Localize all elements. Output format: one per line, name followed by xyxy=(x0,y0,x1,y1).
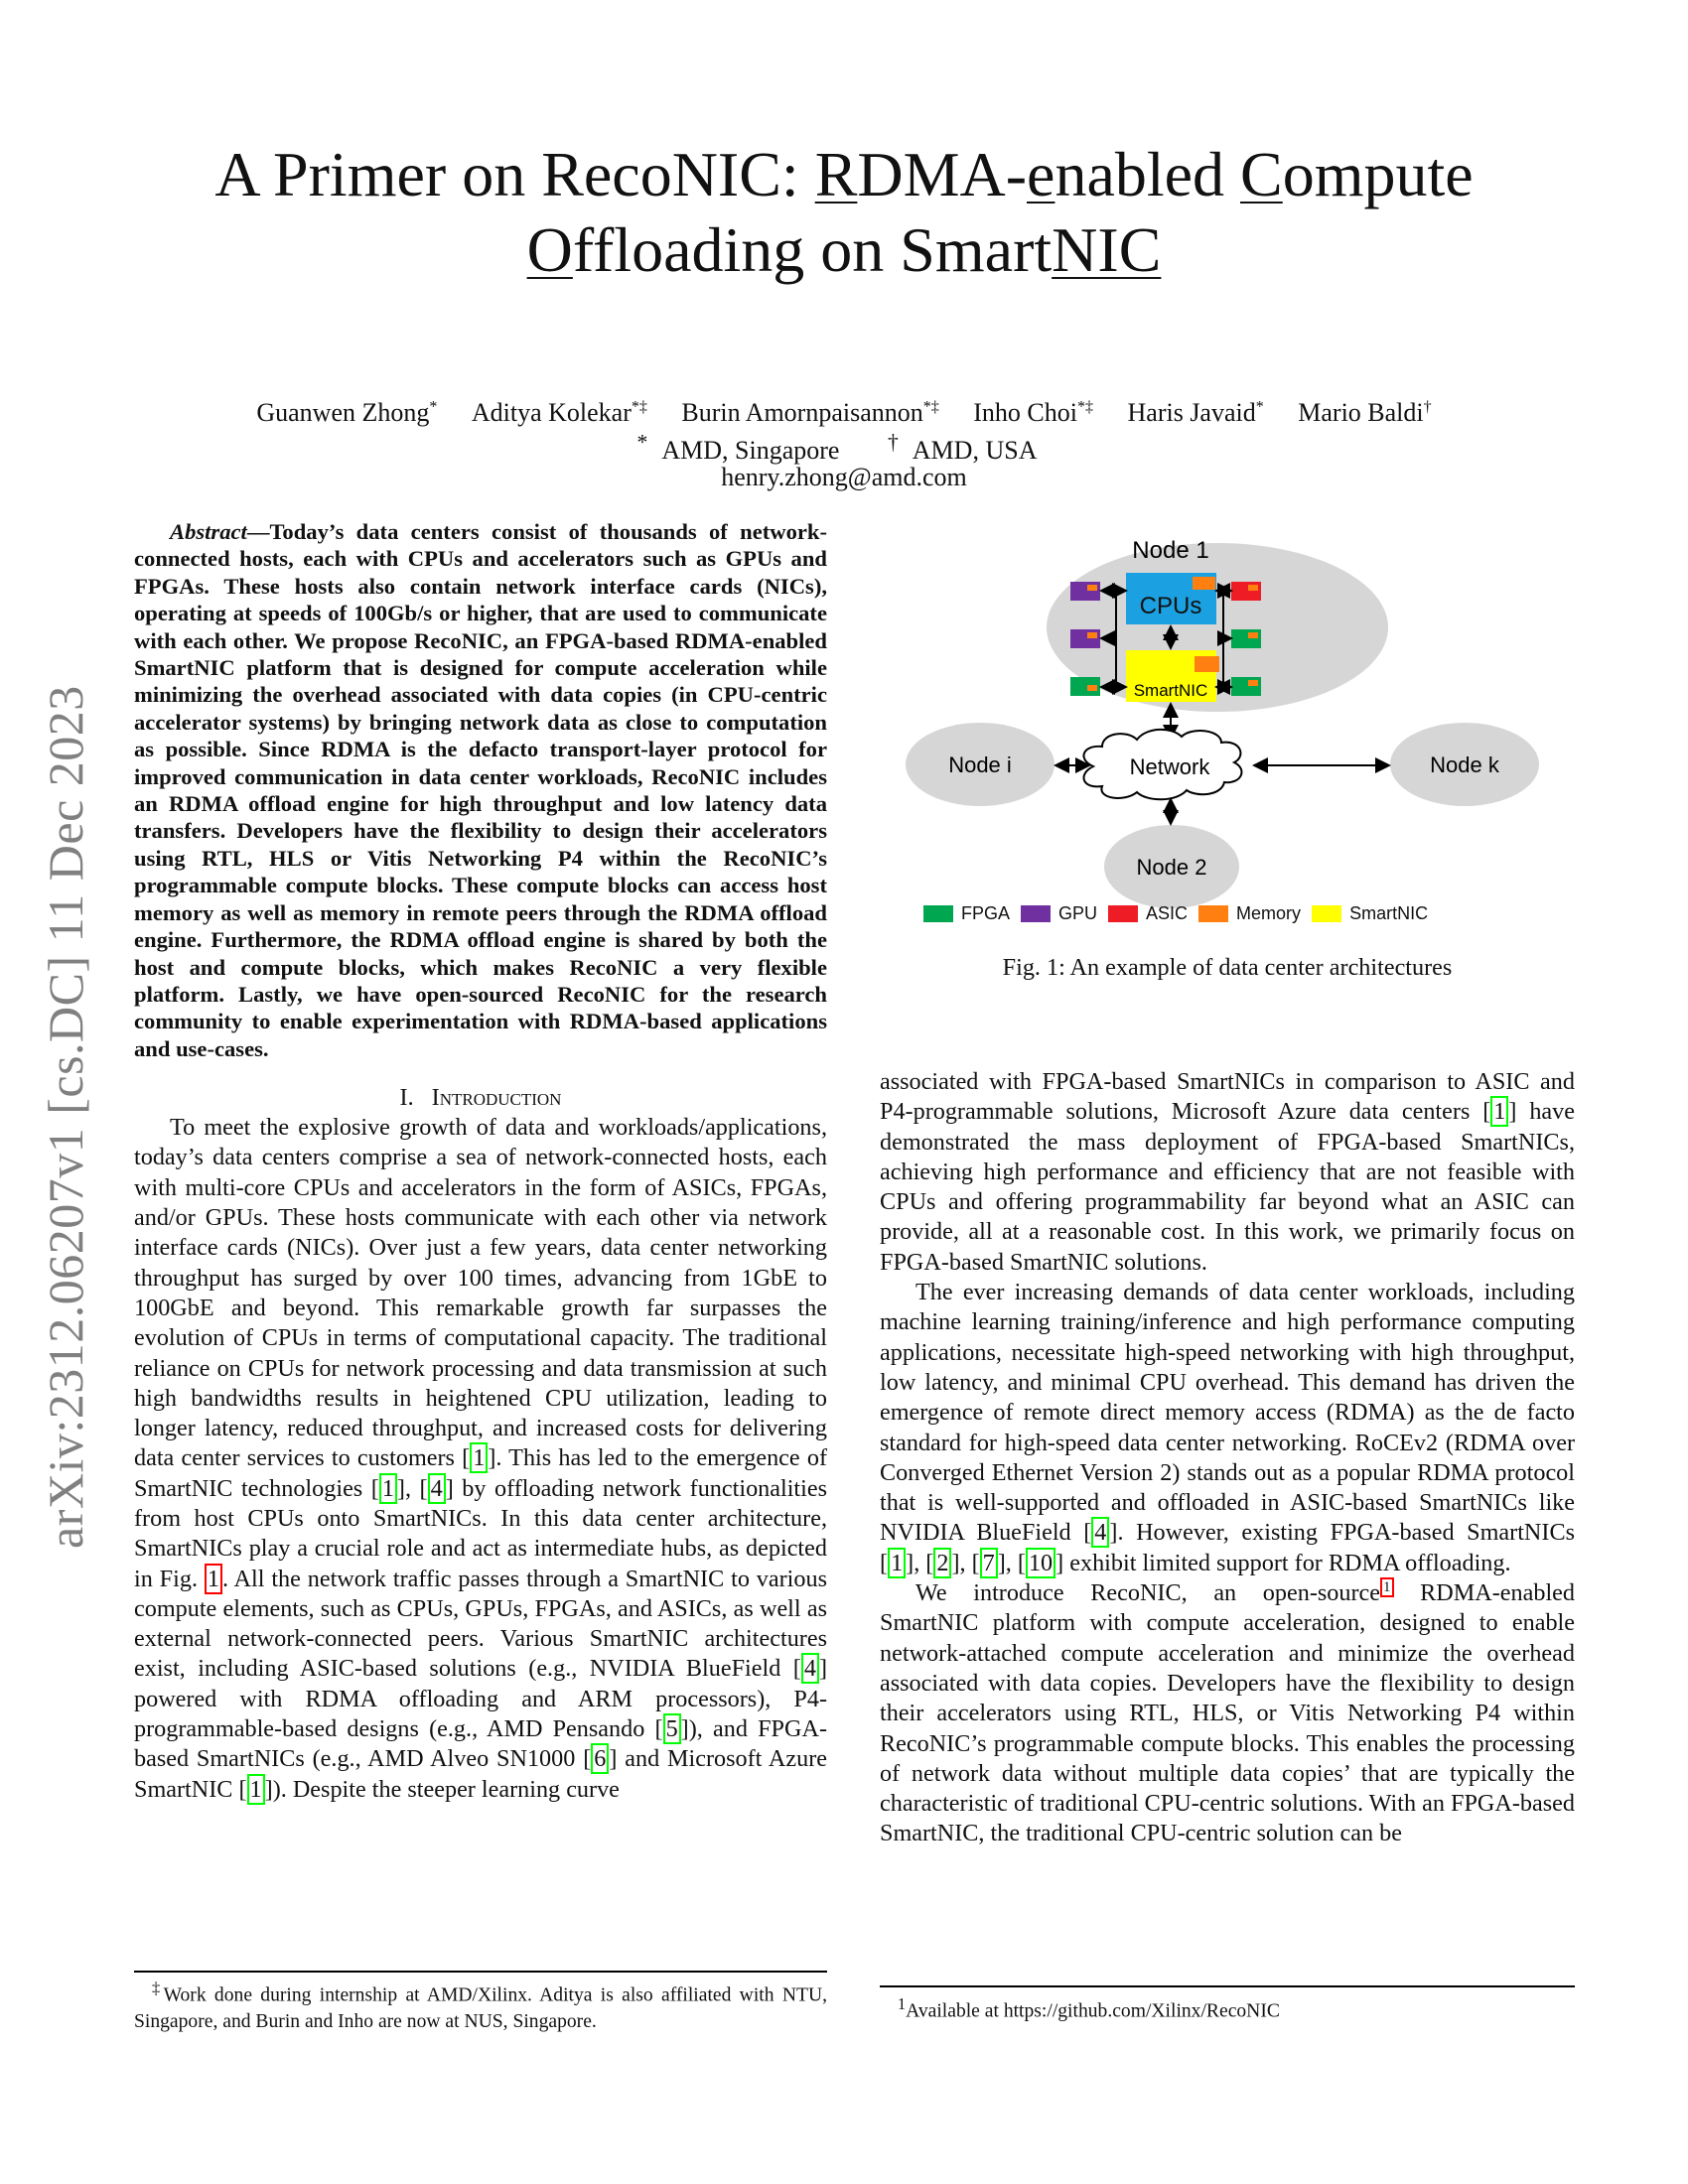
legend-item-asic: ASIC xyxy=(1108,903,1188,924)
figure-legend xyxy=(923,903,1439,924)
arxiv-stamp: arXiv:2312.06207v1 [cs.DC] 11 Dec 2023 xyxy=(38,685,93,1549)
author: Guanwen Zhong* xyxy=(256,397,438,427)
asic-swatch-icon xyxy=(1108,905,1138,922)
title-line-1: A Primer on RecoNIC: RDMA-enabled Compute xyxy=(214,139,1474,209)
author: Haris Javaid* xyxy=(1127,397,1264,427)
network-label: Network xyxy=(1129,754,1210,779)
citation-link[interactable]: 6 xyxy=(591,1743,609,1774)
intro-paragraph-1: To meet the explosive growth of data and workloads/applications, today’s data centers comprise a sea of network-connected hosts, each with multi-core CPUs and accelerators in the form of ASICs, FPGAs, and/or GPUs. These hosts communicate with each other via network interface cards (NICs). Over just a few years, data center networking throughput has surged by over 100 times, advancing from 1GbE to 100GbE and beyond. This remarkable growth far surpasses the evolution of CPUs in terms of computational capacity. The traditional reliance on CPUs for network processing and data transmission at such high bandwidths results in heightened CPU utilization, leading to longer latency, reduced throughput, and increased costs for delivering data center services to customers [ 1 ]. This has led to the emergence of SmartNIC technologies [ 1 ], [ 4 ] by offloading network functionalities from host CPUs onto SmartNICs. In this data center architecture, SmartNICs play a crucial role and act as intermediate hubs, as depicted in Fig. 1 . All the network traffic passes through a SmartNIC to various compute elements, such as CPUs, GPUs, FPGAs, and ASICs, as well as external network-connected peers. Various SmartNIC architectures exist, including ASIC-based solutions (e.g., NVIDIA BlueField [ 4 ] powered with RDMA offloading and ARM processors), P4-programmable-based designs (e.g., AMD Pensando [ 5 ]), and FPGA-based SmartNICs (e.g., AMD Alveo SN1000 [ 6 ] and Microsoft Azure SmartNIC [ 1 ]). Despite the steeper learning curve xyxy=(134,1114,828,1803)
citation-link[interactable]: 7 xyxy=(980,1548,998,1578)
footnote-ref-link[interactable]: 1 xyxy=(1380,1577,1394,1597)
memory-swatch-icon xyxy=(1198,905,1228,922)
legend-item-memory: Memory xyxy=(1198,903,1301,924)
footnote-right: $^1$Available at https://github.com/Xilinx/RecoNIC xyxy=(898,1994,1280,2022)
legend-item-fpga: FPGA xyxy=(923,903,1010,924)
figure-caption: Fig. 1: An example of data center architectures xyxy=(1002,954,1453,981)
legend-item-gpu: GPU xyxy=(1021,903,1097,924)
author-list xyxy=(0,389,1688,430)
right-column xyxy=(880,1067,1575,1849)
footnote-left: ‡Work done during internship at AMD/Xilinx. Aditya is also affiliated with NTU, Singapore, and Burin and Inho are now at NUS, Singapore. xyxy=(134,1979,827,2032)
left-column xyxy=(134,518,827,1805)
node-i-label: Node i xyxy=(948,752,1012,777)
contact-email: henry.zhong@amd.com xyxy=(721,463,967,491)
intro-paragraph-3: We introduce RecoNIC, an open-source $^1$ RDMA-enabled SmartNIC platform with compute acceleration, designed to enable network-attached compute acceleration and minimize the overhead associated with data copies. Developers have the flexibility to design their accelerators using RTL, HLS, or Vitis Networking P4 within RecoNIC’s programmable compute blocks. This enables the processing of network data without multiple data copies’ that are typically the characteristic of traditional CPU-centric solutions. With an FPGA-based SmartNIC, the traditional CPU-centric solution can be xyxy=(880,1578,1575,1847)
author: Aditya Kolekar*‡ xyxy=(471,397,647,427)
author: Mario Baldi† xyxy=(1298,397,1432,427)
figure-1 xyxy=(899,516,1554,953)
paper-title xyxy=(0,137,1688,288)
affiliation: † AMD, USA xyxy=(887,430,1038,465)
citation-link[interactable]: 1 xyxy=(247,1774,265,1805)
citation-link[interactable]: 1 xyxy=(888,1548,906,1578)
gpu-swatch-icon xyxy=(1021,905,1051,922)
affiliation: * AMD, Singapore xyxy=(636,430,840,465)
abstract: Abstract—Today’s data centers consist of thousands of network-connected hosts, each with CPUs and accelerators such as GPUs and FPGAs. These hosts also contain network interface cards (NICs), operating at speeds of 100Gb/s or higher, that are used to communicate with each other. We propose RecoNIC, an FPGA-based RDMA-enabled SmartNIC platform that is designed for compute acceleration while minimizing the overhead associated with data copies (in CPU-centric accelerator systems) by bringing network data as close to computation as possible. Since RDMA is the defacto transport-layer protocol for improved communication in data center workloads, RecoNIC includes an RDMA offload engine for high throughput and low latency data transfers. Developers have the flexibility to design their accelerators using RTL, HLS or Vitis Networking P4 within the RecoNIC’s programmable compute blocks. These compute blocks can access host memory as well as memory in remote peers through the RDMA offload engine. Furthermore, the RDMA offload engine is shared by both the host and compute blocks, which makes RecoNIC a very flexible platform. Lastly, we have open-sourced RecoNIC for the research community to enable experimentation with RDMA-based applications and use-cases. xyxy=(134,519,827,1061)
citation-link[interactable]: 1 xyxy=(470,1442,488,1473)
node-1-label: Node 1 xyxy=(1132,537,1209,564)
cpus-label: CPUs xyxy=(1139,593,1202,619)
footnote-divider xyxy=(880,1985,1575,1987)
footnote-divider xyxy=(134,1971,827,1973)
figure-ref-link[interactable]: 1 xyxy=(205,1564,222,1594)
legend-item-smartnic: SmartNIC xyxy=(1312,903,1428,924)
author: Burin Amornpaisannon*‡ xyxy=(681,397,939,427)
citation-link[interactable]: 5 xyxy=(663,1713,681,1744)
citation-link[interactable]: 4 xyxy=(428,1473,446,1504)
title-line-2: Offloading on SmartNIC xyxy=(526,214,1162,285)
intro-paragraph-2: The ever increasing demands of data center workloads, including machine learning training/inference and high performance computing applications, necessitate high-speed networking with high throughput, low latency, and minimal CPU overhead. This demand has driven the emergence of remote direct memory access (RDMA) as the de facto standard for high-speed data center networking. RoCEv2 (RDMA over Converged Ethernet Version 2) stands out as a popular RDMA protocol that is well-supported and offloaded in ASIC-based SmartNICs like NVIDIA BlueField [ 4 ]. However, existing FPGA-based SmartNICs [ 1 ], [ 2 ], [ 7 ], [ 10 ] exhibit limited support for RDMA offloading. xyxy=(880,1279,1575,1576)
node-k-label: Node k xyxy=(1430,752,1499,777)
citation-link[interactable]: 2 xyxy=(933,1548,951,1578)
citation-link[interactable]: 4 xyxy=(801,1653,819,1684)
smartnic-swatch-icon xyxy=(1312,905,1341,922)
architecture-diagram xyxy=(899,516,1554,913)
citation-link[interactable]: 1 xyxy=(1490,1096,1508,1127)
section-heading-introduction: I. Introduction xyxy=(399,1084,562,1112)
fpga-swatch-icon xyxy=(923,905,953,922)
node-2-label: Node 2 xyxy=(1136,855,1207,880)
intro-paragraph-continued: associated with FPGA-based SmartNICs in comparison to ASIC and P4-programmable solutions, Microsoft Azure data centers [ 1 ] have demonstrated the mass deployment of FPGA-based SmartNICs, achieving high performance and efficiency that are not feasible with CPUs and offering programmability far beyond what an ASIC can provide, all at a reasonable cost. In this work, we primarily focus on FPGA-based SmartNIC solutions. xyxy=(880,1068,1575,1276)
citation-link[interactable]: 4 xyxy=(1091,1517,1109,1548)
author: Inho Choi*‡ xyxy=(973,397,1093,427)
citation-link[interactable]: 1 xyxy=(379,1473,397,1504)
citation-link[interactable]: 10 xyxy=(1026,1548,1055,1578)
smartnic-label: SmartNIC xyxy=(1133,681,1208,700)
